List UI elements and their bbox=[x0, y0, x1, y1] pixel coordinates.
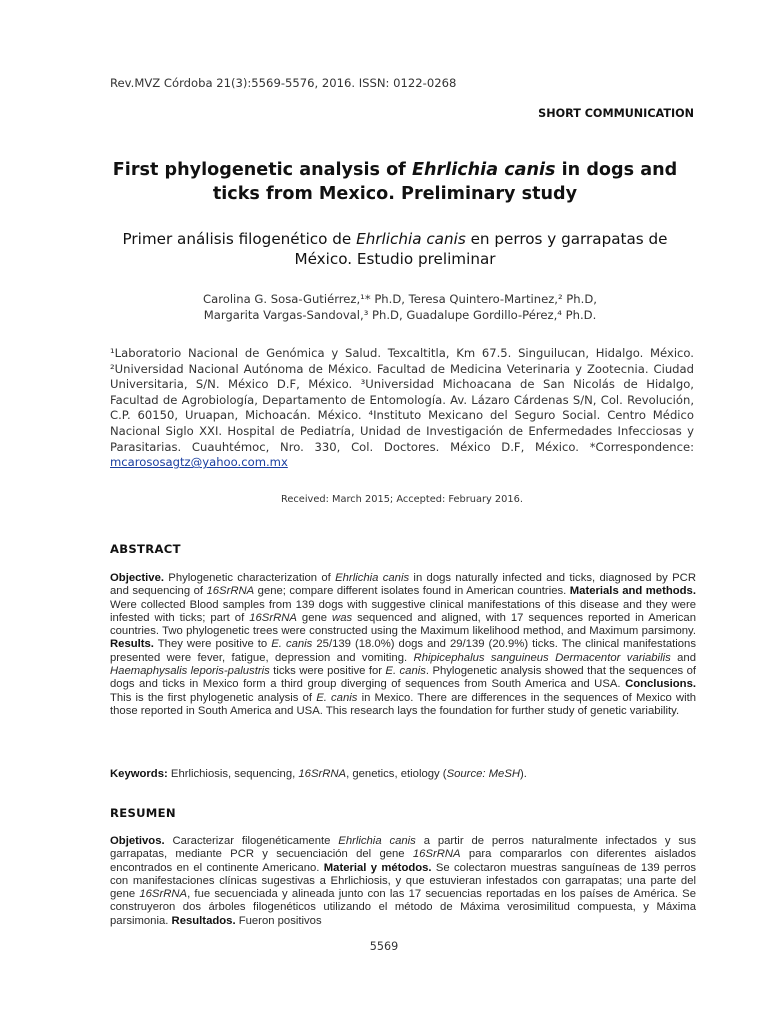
keywords-label: Keywords: bbox=[110, 768, 168, 780]
abstract-text: 25/139 (18.0%) dogs and 29/139 (20.9%) ticks. The clinical manifestations presented were fever, fatigue, depression and vomiting. bbox=[110, 638, 696, 664]
resumen-text: para compararlos con diferentes aislados encontrados en el continente Americano. bbox=[110, 848, 696, 874]
abstract-heading: ABSTRACT bbox=[110, 542, 181, 556]
results-label: Results. bbox=[110, 638, 154, 651]
affiliations bbox=[110, 346, 694, 471]
abstract-italic: was bbox=[332, 611, 353, 624]
title-text: Primer análisis filogenético de bbox=[122, 230, 357, 248]
correspondence-email-link[interactable]: mcarososagtz@yahoo.com.mx bbox=[110, 455, 288, 470]
keywords-text: ). bbox=[520, 768, 527, 780]
abstract-text: This is the first phylogenetic analysis of bbox=[110, 691, 317, 704]
abstract-italic: 16SrRNA bbox=[249, 611, 297, 624]
objetivos-label: Objetivos. bbox=[110, 835, 165, 847]
methods-label: Materials and methods. bbox=[569, 585, 696, 598]
material-label: Material y métodos. bbox=[323, 861, 432, 874]
abstract-italic: E. canis bbox=[316, 691, 358, 704]
section-type-label: SHORT COMMUNICATION bbox=[538, 107, 694, 120]
abstract-text: ticks were positive for bbox=[269, 665, 386, 678]
title-species-name: Ehrlichia canis bbox=[411, 160, 556, 180]
title-text: First phylogenetic analysis of bbox=[112, 160, 412, 180]
resumen-text: , fue secuenciada y alineada junto con las 17 secuencias reportadas en los países de América. Se construyeron dos árboles filogenéticos utilizando el método de Máxima verosimilitud compuesta, y Máxima parsimonia. bbox=[110, 888, 696, 927]
resumen-heading: RESUMEN bbox=[110, 806, 176, 820]
abstract-text: in Mexico. There are differences in the sequences of Mexico with those reported in South America and USA. This research lays the foundation for further study of genetic variability. bbox=[110, 691, 696, 717]
resumen-italic: 16SrRNA bbox=[139, 888, 188, 901]
abstract-text: and bbox=[670, 651, 696, 664]
abstract-italic: E. canis bbox=[385, 665, 426, 678]
author-line: Margarita Vargas-Sandoval,³ Ph.D, Guadalupe Gordillo-Pérez,⁴ Ph.D. bbox=[203, 308, 597, 322]
resumen-text: a partir de perros naturalmente infectados y sus garrapatas, mediante PCR y secuenciación del gene bbox=[110, 835, 696, 861]
objective-label: Objective. bbox=[110, 572, 164, 584]
resumen-body bbox=[110, 835, 696, 928]
abstract-italic: Rhipicephalus sanguineus Dermacentor variabilis bbox=[413, 651, 671, 664]
resumen-italic: Ehrlichia canis bbox=[338, 835, 416, 847]
abstract-text: gene; compare different isolates found in American countries. bbox=[254, 585, 570, 598]
keywords-text: Ehrlichiosis, sequencing, bbox=[167, 768, 299, 780]
keywords-text: , genetics, etiology ( bbox=[346, 768, 447, 780]
journal-reference: Rev.MVZ Córdoba 21(3):5569-5576, 2016. ISSN: 0122-0268 bbox=[110, 76, 457, 90]
abstract-italic: Ehrlichia canis bbox=[335, 572, 410, 584]
article-title-spanish bbox=[110, 229, 680, 269]
abstract-text: Phylogenetic characterization of bbox=[164, 572, 336, 584]
author-line: Carolina G. Sosa-Gutiérrez,¹* Ph.D, Teresa Quintero-Martinez,² Ph.D, bbox=[203, 292, 597, 306]
received-accepted-dates: Received: March 2015; Accepted: February 2016. bbox=[281, 494, 523, 505]
abstract-text: They were positive to bbox=[153, 638, 272, 651]
title-species-name: Ehrlichia canis bbox=[356, 230, 466, 248]
abstract-text: . Phylogenetic analysis showed that the sequences of dogs and ticks in Mexico form a third group diverging of sequences from South America and USA. bbox=[110, 665, 696, 691]
abstract-italic: Haemaphysalis leporis-palustris bbox=[110, 665, 270, 678]
keywords-italic: 16SrRNA bbox=[298, 768, 347, 780]
author-list bbox=[110, 291, 690, 323]
abstract-italic: E. canis bbox=[271, 638, 313, 651]
keywords bbox=[110, 768, 696, 781]
title-text: in dogs and ticks from Mexico. Preliminary study bbox=[212, 160, 678, 204]
resumen-italic: 16SrRNA bbox=[412, 848, 461, 861]
abstract-italic: 16SrRNA bbox=[206, 585, 255, 598]
conclusions-label: Conclusions. bbox=[625, 678, 696, 691]
resumen-text: Caracterizar filogenéticamente bbox=[164, 835, 339, 847]
resumen-text: Fueron positivos bbox=[235, 914, 322, 927]
abstract-text: in dogs naturally infected and ticks, diagnosed by PCR and sequencing of bbox=[110, 572, 696, 598]
abstract-text: Were collected Blood samples from 139 dogs with suggestive clinical manifestations of this disease and they were infested with ticks; part of bbox=[110, 598, 696, 624]
abstract-text: sequenced and aligned, with 17 sequences reported in American countries. Two phylogenetic trees were constructed using the Maximum likelihood method, and Maximum parsimony. bbox=[110, 611, 696, 638]
resultados-label: Resultados. bbox=[171, 914, 236, 927]
resumen-text: Se colectaron muestras sanguíneas de 139 perros con manifestaciones clínicas sugestivas a Ehrlichiosis, y que estuvieran infestados con garrapatas; una parte del gene bbox=[110, 861, 697, 901]
abstract-body bbox=[110, 572, 696, 718]
article-title-english bbox=[95, 158, 695, 206]
abstract-text: gene bbox=[296, 611, 333, 624]
affiliations-text: ¹Laboratorio Nacional de Genómica y Salud. Texcaltitla, Km 67.5. Singuilucan, Hidalgo. México. ²Universidad Nacional Autónoma de México. Facultad de Medicina Veterinaria y Zootecnia. Ciudad Universitaria, S/N. México D.F, México. ³Universidad Michoacana de San Nicolás de Hidalgo, Facultad de Agrobiología, Departamento de Entomología. Av. Lázaro Cárdenas S/N, Col. Revolución, C.P. 60150, Uruapan, Michoacán. México. ⁴Instituto Mexicano del Seguro Social. Centro Médico Nacional Siglo XXI. Hospital de Pediatría, Unidad de Investigación de Enfermedades Infecciosas y Parasitarias. Cuauhtémoc, Nro. 330, Col. Doctores. México D.F, México. *Correspondence: bbox=[110, 346, 694, 454]
page-number: 5569 bbox=[369, 940, 399, 953]
keywords-italic: Source: MeSH bbox=[446, 768, 521, 780]
title-text: en perros y garrapatas de México. Estudio preliminar bbox=[294, 230, 668, 268]
